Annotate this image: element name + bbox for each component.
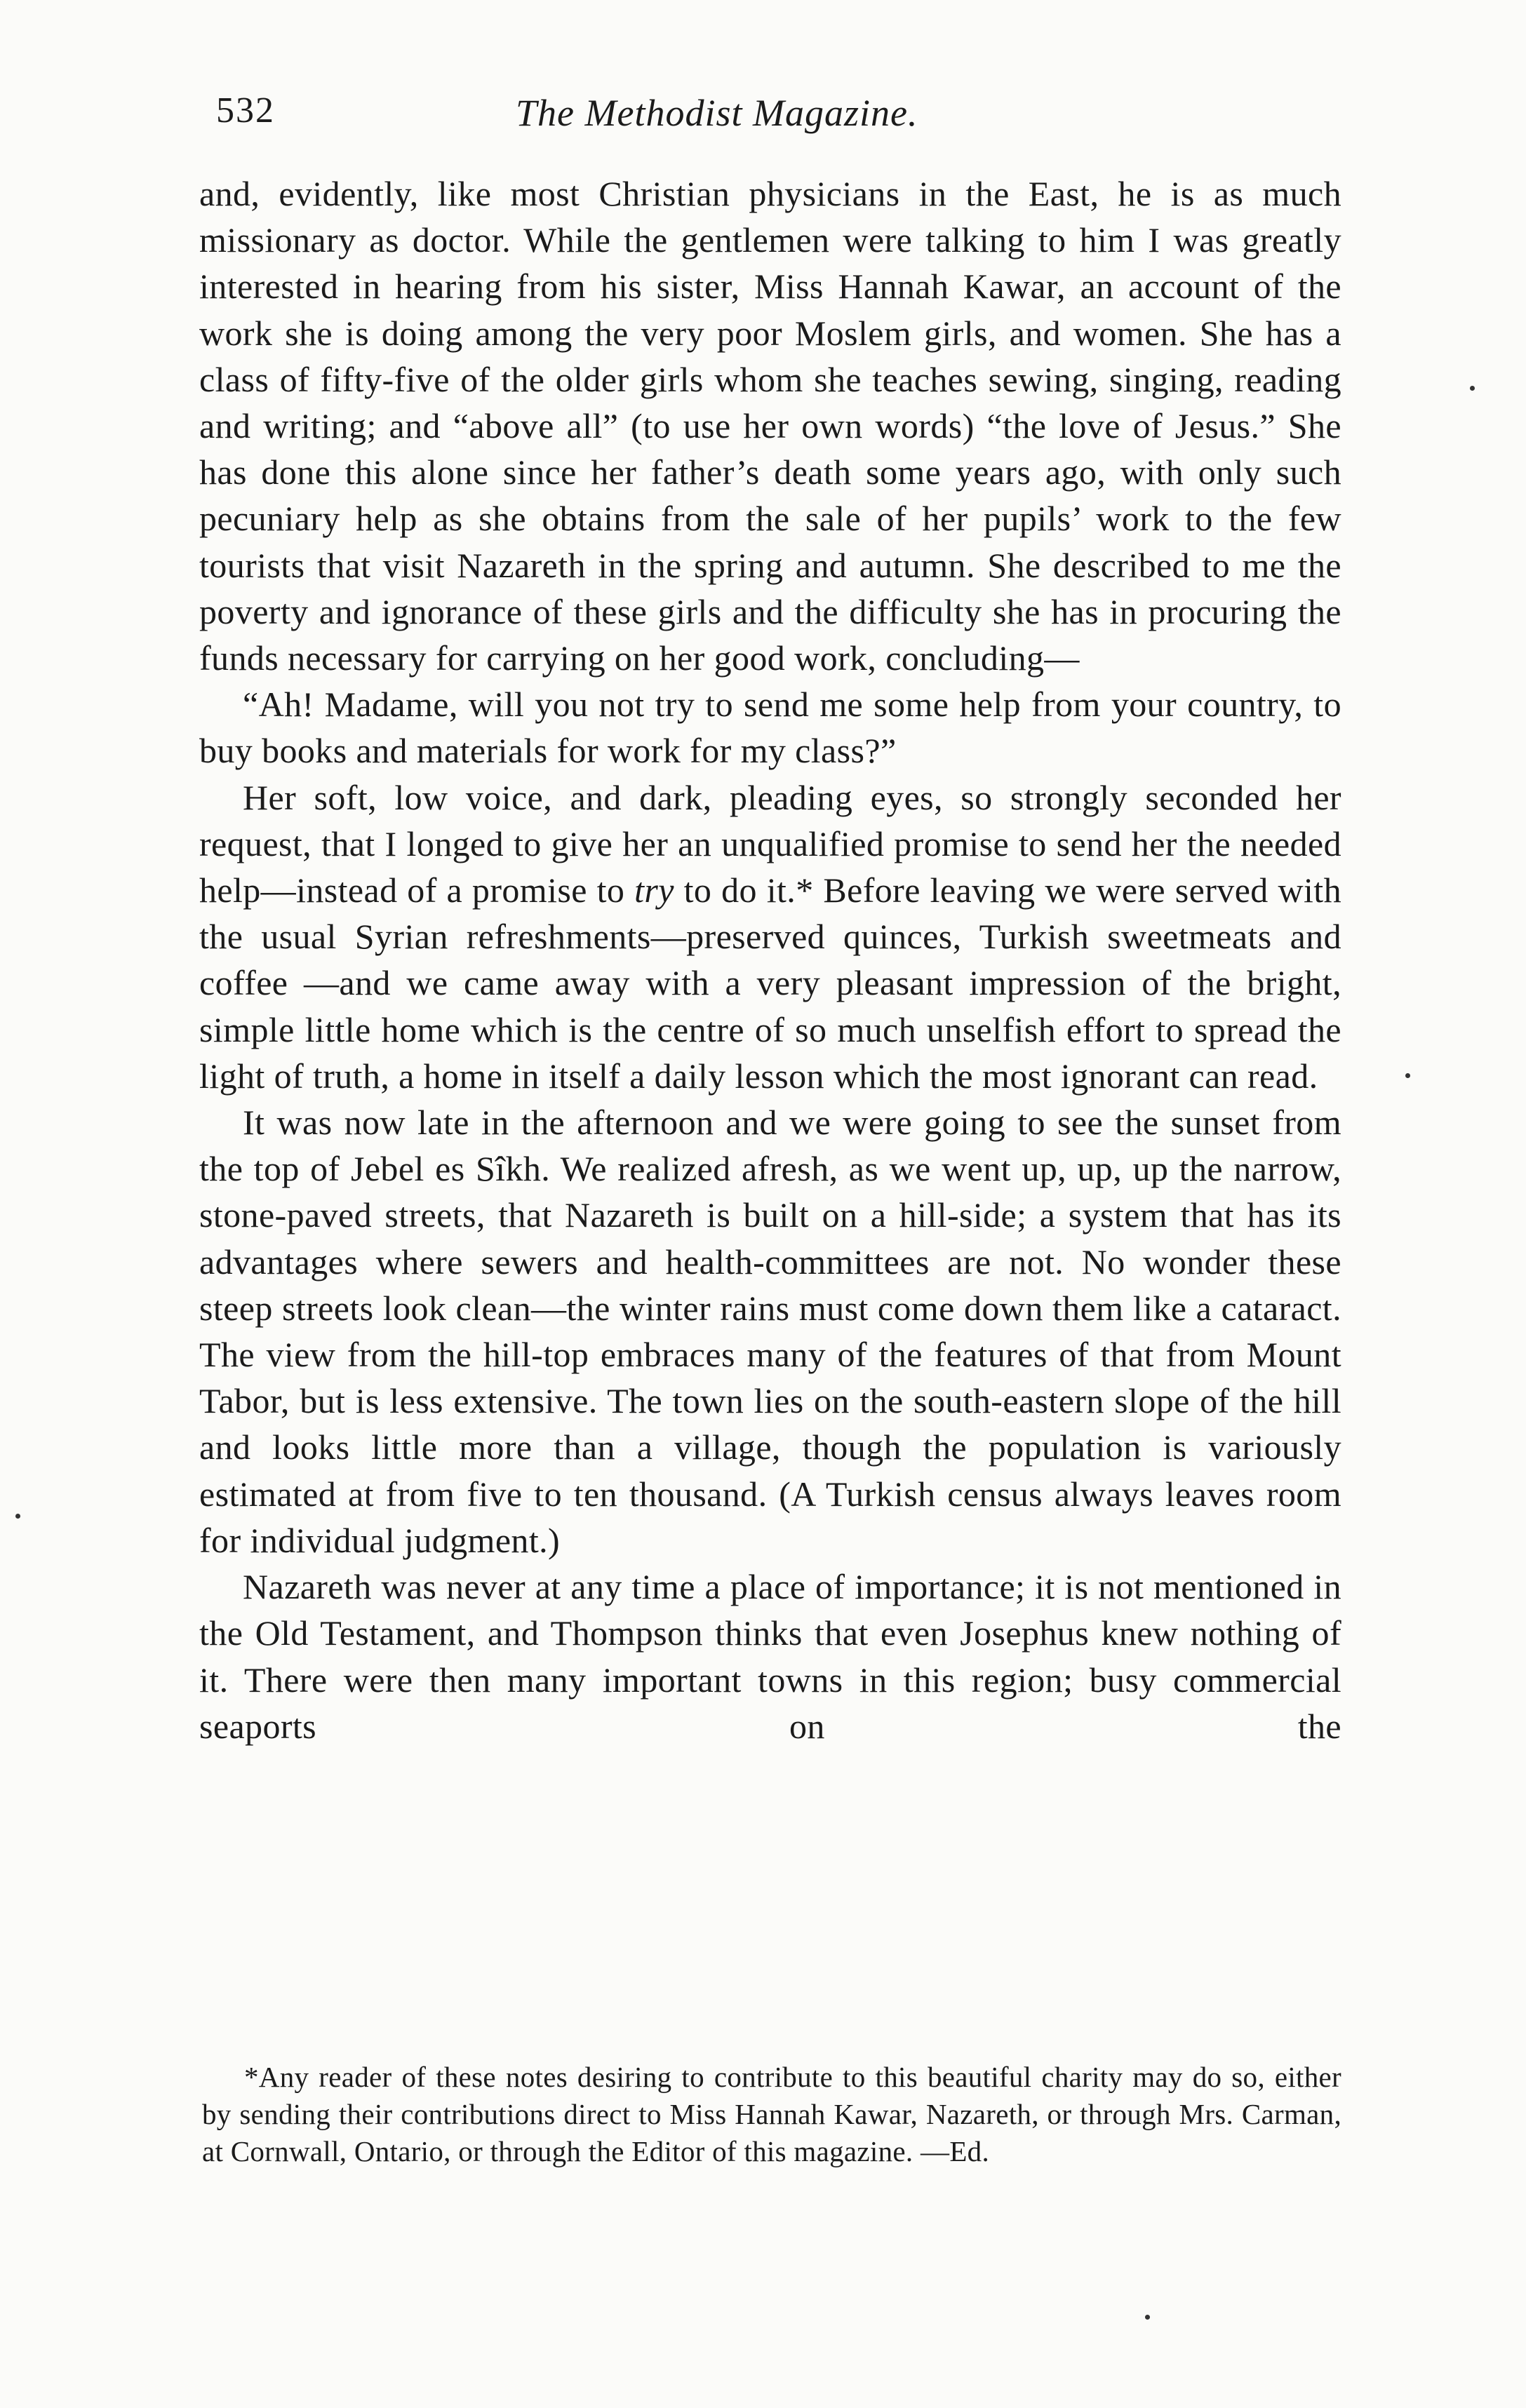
- footnote-signature: —Ed.: [921, 2135, 990, 2167]
- scan-speck: [1145, 2315, 1150, 2320]
- paragraph-5: Nazareth was never at any time a place of importance; it is not mentioned in the Old Testament, and Thompson thinks that even Josephus knew nothing of it. There were then many important towns in this region; busy commercial seaports on the: [199, 1567, 1341, 1746]
- footnote: [202, 2059, 1341, 2170]
- footnote-text: *Any reader of these notes desiring to contribute to this beautiful charity may do so, either by sending their contributions direct to Miss Hannah Kawar, Nazareth, or through Mrs. Carman, at Cornwall, Ontario, or through the Editor of this magazine.: [202, 2061, 1341, 2167]
- paragraph-4: It was now late in the afternoon and we were going to see the sunset from the top of Jebel es Sîkh. We realized afresh, as we went up, up, up the narrow, stone-paved streets, that Nazareth is built on a hill-side; a system that has its advantages where sewers and health-committees are not. No wonder these steep streets look clean—the winter rains must come down them like a cataract. The view from the hill-top embraces many of the features of that from Mount Tabor, but is less extensive. The town lies on the south-eastern slope of the hill and looks little more than a village, though the population is variously estimated at from five to ten thousand. (A Turkish census always leaves room for individual judgment.): [199, 1103, 1341, 1560]
- paragraph-2: “Ah! Madame, will you not try to send me some help from your country, to buy books and materials for work for my class?”: [199, 685, 1341, 771]
- paragraph-3-after: to do it.* Before leaving we were served with the usual Syrian refreshments—preserved quinces, Turkish sweetmeats and coffee —and we came away with a very pleasant impression of the bright, simple little home which is the centre of so much unselfish effort to spread the light of truth, a home in itself a daily lesson which the most ignorant can read.: [199, 870, 1341, 1096]
- scan-speck: [15, 1514, 20, 1519]
- paragraph-3: [199, 774, 1341, 1099]
- article-body: [199, 170, 1341, 1749]
- scan-speck: [1405, 1073, 1410, 1078]
- paragraph-3-before: Her soft, low voice, and dark, pleading eyes, so strongly seconded her request, that I longed to give her an unqualified promise to send her the needed help—instead of a promise to: [199, 777, 1341, 910]
- emphasis-try: try: [634, 870, 674, 910]
- running-title: The Methodist Magazine.: [516, 92, 918, 134]
- page-number: 532: [216, 90, 275, 130]
- paragraph-1: and, evidently, like most Christian physicians in the East, he is as much missionary as doctor. While the gentlemen were talking to him I was greatly interested in hearing from his sister, Miss Hannah Kawar, an account of the work she is doing among the very poor Moslem girls, and women. She has a class of fifty-five of the older girls whom she teaches sewing, singing, reading and writing; and “above all” (to use her own words) “the love of Jesus.” She has done this alone since her father’s death some years ago, with only such pecuniary help as she obtains from the sale of her pupils’ work to the few tourists that visit Nazareth in the spring and autumn. She described to me the poverty and ignorance of these girls and the difficulty she has in procuring the funds necessary for carrying on her good work, concluding—: [199, 174, 1341, 678]
- scan-speck: [1470, 386, 1475, 391]
